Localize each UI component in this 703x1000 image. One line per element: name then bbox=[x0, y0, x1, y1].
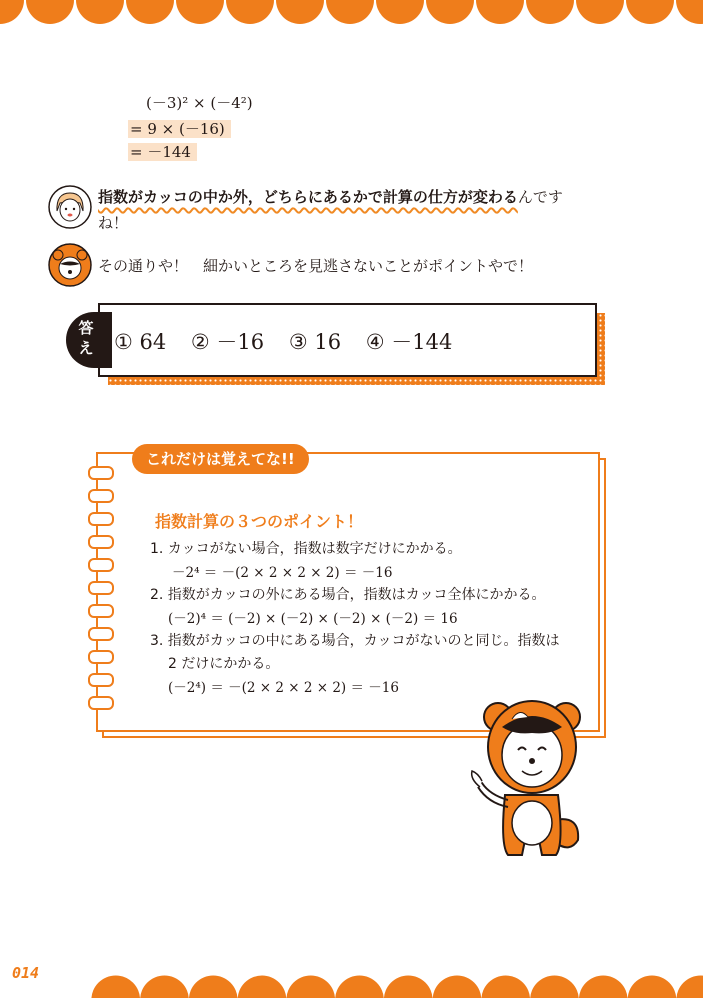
answer-item: ③ 16 bbox=[288, 330, 342, 354]
tanuki-mascot-icon bbox=[460, 695, 590, 860]
answer-item: ② －16 bbox=[190, 330, 265, 354]
note-formula-2: (－2)⁴ ＝ (－2) × (－2) × (－2) × (－2) ＝ 16 bbox=[168, 611, 458, 627]
notebook-ring bbox=[88, 581, 114, 595]
tanuki-face-icon bbox=[48, 243, 92, 287]
page-number: 014 bbox=[12, 964, 40, 982]
note-point-3: 3. 指数がカッコの中にある場合，カッコがないのと同じ。指数は bbox=[150, 633, 560, 649]
note-formula-3: (－2⁴) ＝ －(2 × 2 × 2 × 2) ＝ －16 bbox=[168, 680, 399, 696]
answer-label: 答え bbox=[78, 319, 94, 357]
girl-face-icon bbox=[48, 185, 92, 229]
notebook-ring bbox=[88, 535, 114, 549]
note-heading: 指数計算の３つのポイント！ bbox=[155, 512, 364, 531]
answer-list bbox=[114, 326, 470, 356]
note-formula-1: －2⁴ ＝ －(2 × 2 × 2 × 2) ＝ －16 bbox=[172, 565, 393, 581]
notebook-ring bbox=[88, 512, 114, 526]
equation-line-3: = －144 bbox=[128, 141, 197, 162]
notebook-ring bbox=[88, 604, 114, 618]
bottom-scallop-border bbox=[0, 968, 703, 998]
answer-item: ① 64 bbox=[114, 330, 167, 354]
note-point-2: 2. 指数がカッコの外にある場合，指数はカッコ全体にかかる。 bbox=[150, 587, 546, 603]
dialog-1-highlight: 指数がカッコの中か外，どちらにあるかで計算の仕方が変わる bbox=[98, 188, 518, 206]
notebook-ring bbox=[88, 627, 114, 641]
notebook-ring bbox=[88, 696, 114, 710]
top-scallop-border bbox=[0, 0, 703, 30]
note-point-1: 1. カッコがない場合，指数は数字だけにかかる。 bbox=[150, 541, 462, 557]
notebook-ring bbox=[88, 650, 114, 664]
notebook-ring bbox=[88, 489, 114, 503]
note-tag: これだけは覚えてな!! bbox=[132, 444, 309, 474]
dialog-1-text: 指数がカッコの中か外，どちらにあるかで計算の仕方が変わるんです ね！ bbox=[98, 188, 563, 232]
notebook-ring bbox=[88, 558, 114, 572]
note-point-3-cont: 2 だけにかかる。 bbox=[168, 656, 280, 672]
dialog-2-text: その通りや！ 細かいところを見逃さないことがポイントやで！ bbox=[98, 257, 534, 275]
notebook-ring bbox=[88, 466, 114, 480]
equation-line-1: (－3)² × (－4²) bbox=[146, 94, 253, 112]
equation-line-2: = 9 × (－16) bbox=[128, 118, 231, 139]
answer-item: ④ －144 bbox=[365, 330, 453, 354]
notebook-ring bbox=[88, 673, 114, 687]
